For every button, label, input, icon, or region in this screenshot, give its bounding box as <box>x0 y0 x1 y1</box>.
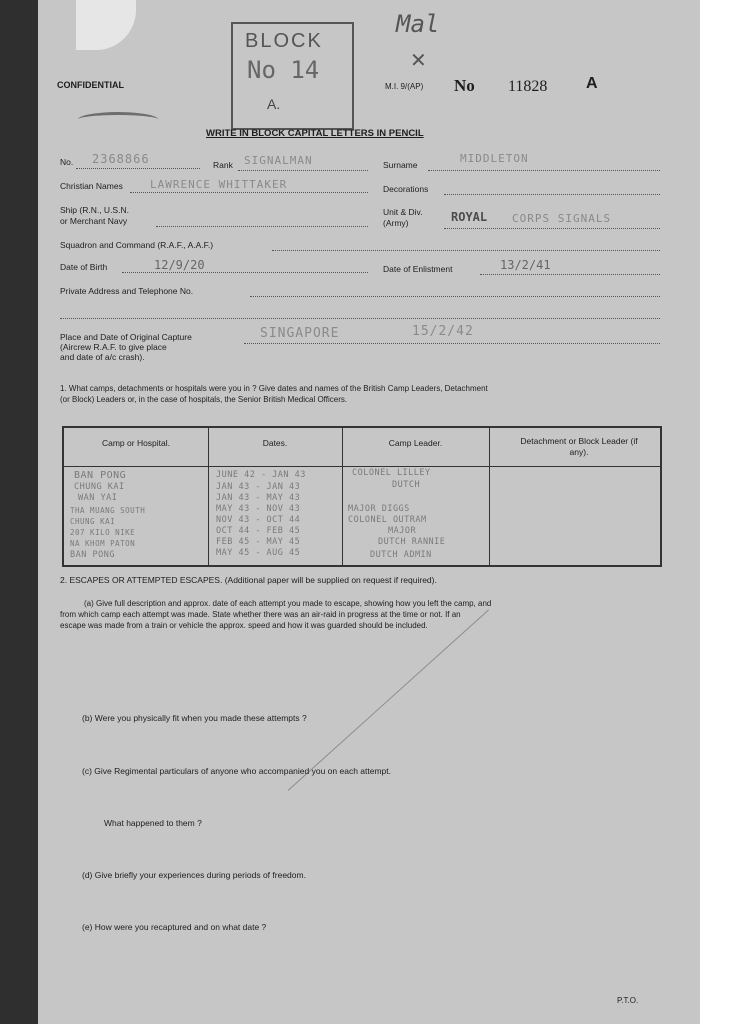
header-camp-leader: Camp Leader. <box>388 438 443 448</box>
dates-cell: JAN 43 - JAN 43 <box>216 482 301 492</box>
stamp-line-3: A. <box>267 96 281 112</box>
stamp-line-1: BLOCK <box>245 30 323 52</box>
confidential-label: CONFIDENTIAL <box>57 80 124 90</box>
question-2-title: 2. ESCAPES OR ATTEMPTED ESCAPES. (Additional paper will be supplied on request if required). <box>60 575 437 585</box>
camp-cell: BAN PONG <box>70 550 115 560</box>
camp-cell: NA KHOM PATON <box>70 539 136 548</box>
leader-cell: DUTCH RANNIE <box>378 537 446 547</box>
scan-left-edge <box>0 0 38 1024</box>
christian-names-value: LAWRENCE WHITTAKER <box>150 178 288 191</box>
dates-cell: JAN 43 - MAY 43 <box>216 493 301 503</box>
question-2a-line-2: from which camp each attempt was made. State whether there was an air-raid in progress at the time or not. If an <box>60 610 461 619</box>
question-2e: (e) How were you recaptured and on what date ? <box>82 922 267 932</box>
handwritten-initials: Mal <box>396 10 440 38</box>
rank-value: SIGNALMAN <box>244 154 313 167</box>
capture-label-3: and date of a/c crash). <box>60 352 145 362</box>
camp-cell: THA MUANG SOUTH <box>70 506 146 515</box>
question-1-line-1: 1. What camps, detachments or hospitals were you in ? Give dates and names of the British Camp Leaders, Detachment <box>60 384 488 393</box>
block-stamp <box>231 22 354 130</box>
header-detachment: Detachment or Block Leader (if any). <box>520 436 638 457</box>
ship-label-2: or Merchant Navy <box>60 216 128 226</box>
pencil-strike-line <box>288 609 489 790</box>
unit-label-2: (Army) <box>383 218 409 228</box>
capture-date-value: 15/2/42 <box>412 324 474 339</box>
camp-cell: 207 KILO NIKE <box>70 528 136 537</box>
question-2a-line-1: (a) Give full description and approx. date of each attempt you made to escape, showing how you left the camp, and <box>84 599 492 608</box>
question-2a-line-3: escape was made from a train or vehicle the approx. speed and how it was guarded should be included. <box>60 621 428 630</box>
dob-value: 12/9/20 <box>154 258 205 272</box>
surname-value: MIDDLETON <box>460 152 529 165</box>
leader-cell: MAJOR DIGGS <box>348 504 410 514</box>
leader-cell: COLONEL OUTRAM <box>348 515 427 525</box>
squadron-label: Squadron and Command (R.A.F., A.A.F.) <box>60 240 214 250</box>
leader-cell: DUTCH <box>392 480 421 490</box>
question-2b: (b) Were you physically fit when you made these attempts ? <box>82 713 307 723</box>
enlistment-label: Date of Enlistment <box>383 264 453 274</box>
camp-cell: CHUNG KAI <box>70 517 116 526</box>
rank-label: Rank <box>213 160 233 170</box>
leader-cell: COLONEL LILLEY <box>352 468 431 478</box>
question-2c-sub: What happened to them ? <box>104 818 202 828</box>
capture-place-value: SINGAPORE <box>260 326 340 341</box>
christian-names-label: Christian Names <box>60 181 123 191</box>
unit-value-rest: CORPS SIGNALS <box>512 212 612 225</box>
camp-cell: CHUNG KAI <box>74 482 125 492</box>
form-reference: M.I. 9/(AP) <box>385 82 424 91</box>
surname-label: Surname <box>383 160 418 170</box>
instruction-heading: WRITE IN BLOCK CAPITAL LETTERS IN PENCIL <box>206 128 424 139</box>
dates-cell: OCT 44 - FEB 45 <box>216 526 301 536</box>
torn-corner <box>76 0 136 50</box>
binder-string <box>78 112 158 127</box>
number-label: No <box>454 76 475 95</box>
no-label: No. <box>60 157 74 167</box>
dates-cell: MAY 45 - AUG 45 <box>216 548 301 558</box>
ship-label-1: Ship (R.N., U.S.N. <box>60 205 129 215</box>
serial-number: 11828 <box>508 78 548 95</box>
dates-cell: MAY 43 - NOV 43 <box>216 504 301 514</box>
serial-suffix: A <box>586 75 598 92</box>
dates-cell: NOV 43 - OCT 44 <box>216 515 301 525</box>
question-2c: (c) Give Regimental particulars of anyone who accompanied you on each attempt. <box>82 766 391 776</box>
decorations-label: Decorations <box>383 184 429 194</box>
dates-cell: FEB 45 - MAY 45 <box>216 537 301 547</box>
dates-cell: JUNE 42 - JAN 43 <box>216 470 306 480</box>
camp-cell: BAN PONG <box>74 470 127 481</box>
capture-label-1: Place and Date of Original Capture <box>60 332 192 342</box>
scan-right-margin <box>700 0 739 1024</box>
service-number-value: 2368866 <box>92 152 150 166</box>
pto-label: P.T.O. <box>617 996 639 1005</box>
leader-cell: DUTCH ADMIN <box>370 550 432 560</box>
dob-label: Date of Birth <box>60 262 108 272</box>
address-label: Private Address and Telephone No. <box>60 286 194 296</box>
question-1-line-2: (or Block) Leaders or, in the case of hospitals, the Senior British Medical Officers. <box>60 395 348 404</box>
question-2d: (d) Give briefly your experiences during periods of freedom. <box>82 870 306 880</box>
enlistment-value: 13/2/41 <box>500 258 551 272</box>
unit-value-royal: ROYAL <box>451 210 488 224</box>
header-camp: Camp or Hospital. <box>101 438 171 448</box>
stamp-line-2: No 14 <box>247 56 320 84</box>
tick-mark-icon: ✕ <box>410 50 427 72</box>
camp-cell: WAN YAI <box>78 493 118 503</box>
unit-label-1: Unit & Div. <box>383 207 423 217</box>
header-dates: Dates. <box>262 438 288 448</box>
camps-table <box>62 426 662 567</box>
leader-cell: MAJOR <box>388 526 417 536</box>
capture-label-2: (Aircrew R.A.F. to give place <box>60 342 167 352</box>
